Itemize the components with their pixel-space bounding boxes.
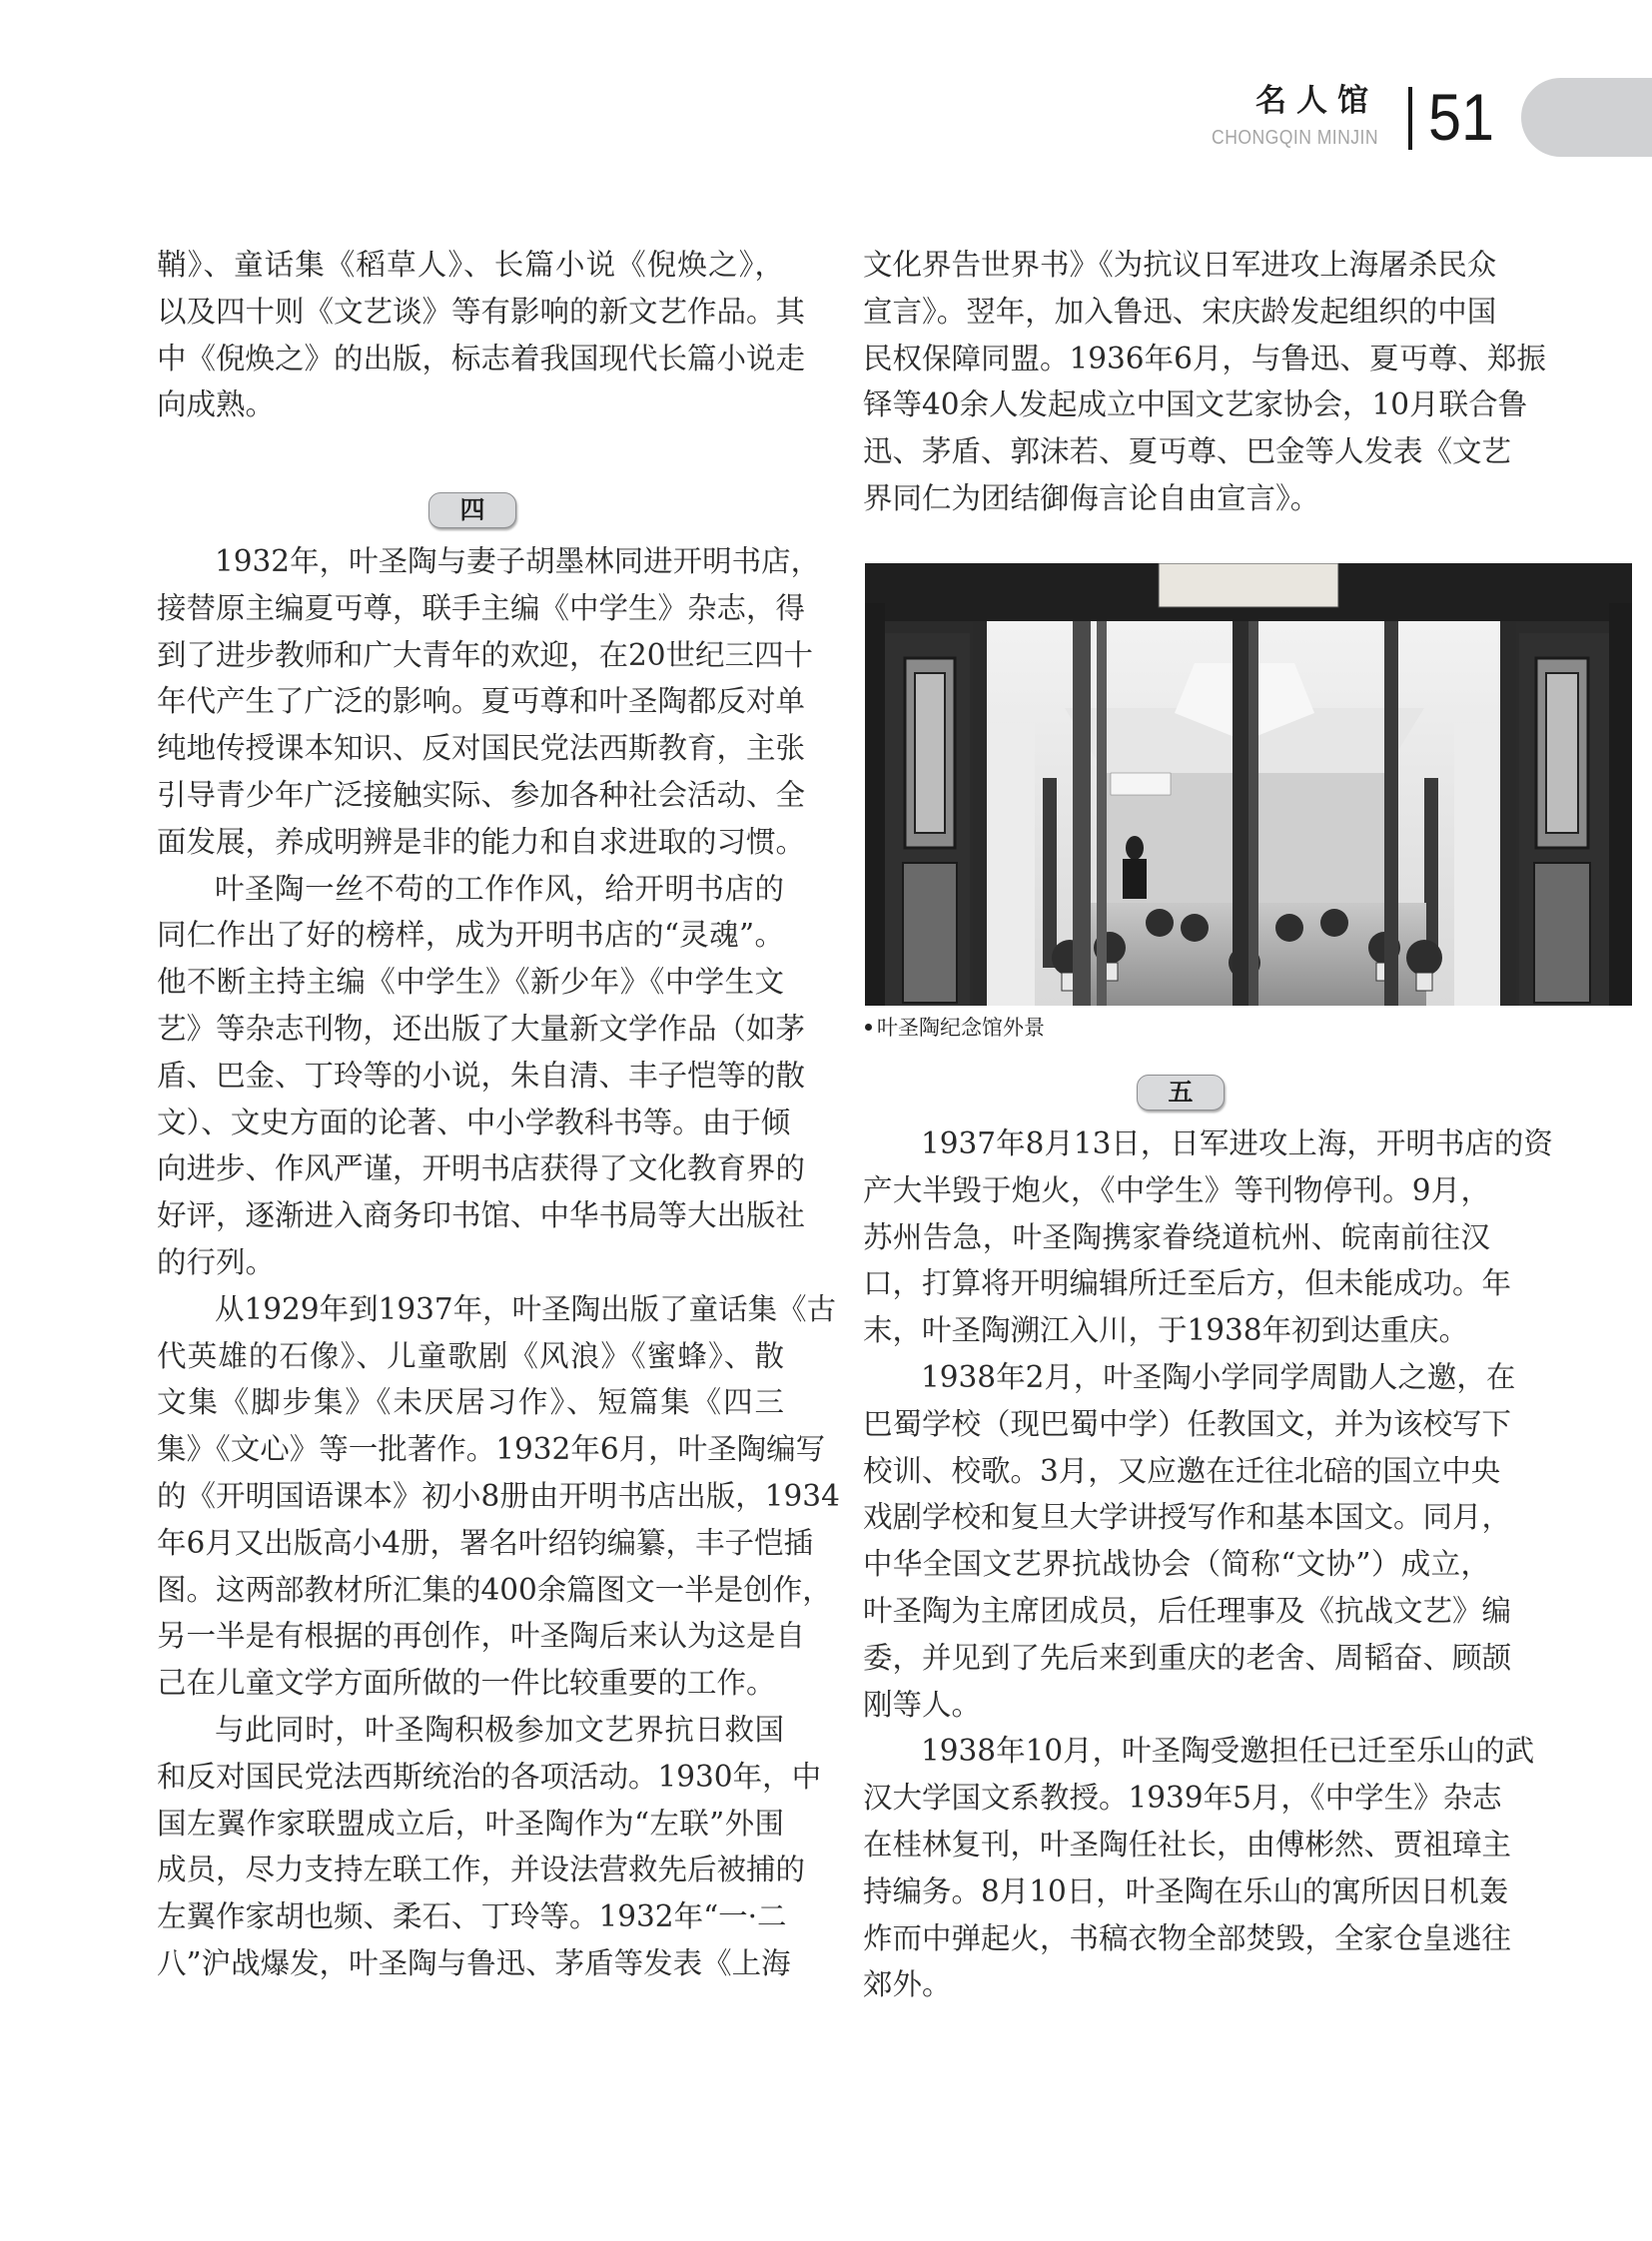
text-line: 鞘》、童话集《稻草人》、长篇小说《倪焕之》， [157, 248, 784, 282]
bullet-icon [865, 1024, 872, 1031]
section-title: 名人馆 [1255, 83, 1378, 119]
text-line: 1932年，叶圣陶与妻子胡墨林同进开明书店， [215, 544, 821, 578]
text-line: 另一半是有根据的再创作，叶圣陶后来认为这是自 [157, 1619, 806, 1654]
text-line: 年代产生了广泛的影响。夏丏尊和叶圣陶都反对单 [157, 684, 806, 719]
section-badge: 五 [1137, 1075, 1225, 1111]
text-line: 向进步、作风严谨，开明书店获得了文化教育界的 [157, 1151, 806, 1186]
text-line: 己在儿童文学方面所做的一件比较重要的工作。 [157, 1666, 776, 1701]
text-line: 引导青少年广泛接触实际、参加各种社会活动、全 [157, 777, 806, 812]
caption-text: 叶圣陶纪念馆外景 [877, 1016, 1045, 1040]
text-line: 在桂林复刊，叶圣陶任社长，由傅彬然、贾祖璋主 [863, 1827, 1512, 1862]
text-line: 代英雄的石像》、儿童歌剧《风浪》《蜜蜂》、散 [157, 1338, 784, 1373]
text-line: 从1929年到1937年，叶圣陶出版了童话集《古 [215, 1291, 837, 1326]
text-line: 刚等人。 [863, 1687, 982, 1722]
text-line: 民权保障同盟。1936年6月，与鲁迅、夏丏尊、郑振 [863, 341, 1546, 375]
text-line: 产大半毁于炮火，《中学生》等刊物停刊。9月， [863, 1172, 1490, 1207]
text-line: 艺》等杂志刊物，还出版了大量新文学作品（如茅 [157, 1011, 806, 1046]
text-line: 的《开明国语课本》初小8册由开明书店出版，1934 [157, 1478, 840, 1513]
text-line: 委，并见到了先后来到重庆的老舍、周韬奋、顾颉 [863, 1640, 1512, 1675]
text-line: 盾、巴金、丁玲等的小说，朱自清、丰子恺等的散 [157, 1058, 806, 1093]
right-column-continued [863, 1120, 1553, 2008]
text-line: 铎等40余人发起成立中国文艺家协会，10月联合鲁 [863, 387, 1528, 422]
text-block [863, 1120, 1553, 2008]
text-line: 叶圣陶为主席团成员，后任理事及《抗战文艺》编 [863, 1593, 1512, 1628]
text-line: 文化界告世界书》《为抗议日军进攻上海屠杀民众 [863, 248, 1497, 282]
text-line: 1938年10月，叶圣陶受邀担任已迁至乐山的武 [921, 1734, 1535, 1769]
text-line: 文）、文史方面的论著、中小学教科书等。由于倾 [157, 1105, 791, 1139]
text-line: 成员，尽力支持左联工作，并设法营救先后被捕的 [157, 1853, 806, 1887]
text-line: 接替原主编夏丏尊，联手主编《中学生》杂志，得 [157, 590, 806, 625]
text-block [863, 242, 1546, 522]
text-line: 校训、校歌。3月，又应邀在迁往北碚的国立中央 [863, 1453, 1501, 1488]
text-block [157, 242, 806, 428]
text-line: 到了进步教师和广大青年的欢迎，在20世纪三四十 [157, 637, 814, 672]
text-line: 纯地传授课本知识、反对国民党法西斯教育，主张 [157, 731, 806, 766]
text-line: 界同仁为团结御侮言论自由宣言》。 [863, 480, 1320, 515]
text-line: 以及四十则《文艺谈》等有影响的新文艺作品。其 [157, 294, 806, 329]
text-line: 文集《脚步集》《未厌居习作》、短篇集《四三 [157, 1385, 784, 1420]
text-line: 炸而中弹起火，书稿衣物全部焚毁，全家仓皇逃往 [863, 1920, 1512, 1955]
text-line: 1938年2月，叶圣陶小学同学周勖人之邀，在 [921, 1359, 1516, 1394]
text-line: 持编务。8月10日，叶圣陶在乐山的寓所因日机轰 [863, 1873, 1509, 1908]
text-line: 末，叶圣陶溯江入川，于1938年初到达重庆。 [863, 1313, 1469, 1348]
text-line: 好评，逐渐进入商务印书馆、中华书局等大出版社 [157, 1198, 806, 1233]
text-line: 同仁作出了好的榜样，成为开明书店的“灵魂”。 [157, 918, 784, 953]
right-column [863, 242, 1546, 522]
left-column-continued [157, 538, 840, 1987]
text-line: 国左翼作家联盟成立后，叶圣陶作为“左联”外围 [157, 1806, 784, 1841]
page-number: 51 [1428, 80, 1495, 154]
section-badge: 四 [428, 492, 516, 528]
text-line: 向成熟。 [157, 387, 276, 422]
text-line: 戏剧学校和复旦大学讲授写作和基本国文。同月， [863, 1500, 1512, 1535]
text-line: 中华全国文艺界抗战协会（简称“文协”）成立， [863, 1547, 1490, 1582]
text-line: 左翼作家胡也频、柔石、丁玲等。1932年“一·二 [157, 1899, 787, 1934]
text-block [157, 538, 840, 1987]
text-line: 迅、茅盾、郭沫若、夏丏尊、巴金等人发表《文艺 [863, 434, 1512, 469]
photo-caption [865, 1013, 1045, 1043]
text-line: 面发展，养成明辨是非的能力和自求进取的习惯。 [157, 824, 806, 859]
header-divider [1408, 87, 1412, 150]
text-line: 宣言》。翌年，加入鲁迅、宋庆龄发起组织的中国 [863, 294, 1497, 329]
text-line: 苏州告急，叶圣陶携家眷绕道杭州、皖南前往汉 [863, 1219, 1490, 1254]
text-line: 图。这两部教材所汇集的400余篇图文一半是创作， [157, 1572, 832, 1607]
memorial-hall-photo [865, 563, 1632, 1006]
left-column [157, 242, 806, 428]
text-line: 1937年8月13日，日军进攻上海，开明书店的资 [921, 1126, 1553, 1160]
text-line: 和反对国民党法西斯统治的各项活动。1930年，中 [157, 1759, 822, 1794]
page-tab [1521, 78, 1652, 157]
text-line: 的行列。 [157, 1244, 276, 1279]
text-line: 八”沪战爆发，叶圣陶与鲁迅、茅盾等发表《上海 [157, 1945, 791, 1980]
text-line: 巴蜀学校（现巴蜀中学）任教国文，并为该校写下 [863, 1406, 1512, 1441]
text-line: 口，打算将开明编辑所迁至后方，但未能成功。年 [863, 1266, 1512, 1301]
text-line: 郊外。 [863, 1967, 952, 2002]
text-line: 叶圣陶一丝不苟的工作作风，给开明书店的 [215, 871, 784, 906]
text-line: 与此同时，叶圣陶积极参加文艺界抗日救国 [215, 1712, 784, 1747]
photo-illustration [865, 563, 1632, 1006]
text-line: 汉大学国文系教授。1939年5月，《中学生》杂志 [863, 1781, 1502, 1816]
text-line: 年6月又出版高小4册，署名叶绍钧编纂，丰子恺插 [157, 1525, 814, 1560]
text-line: 中《倪焕之》的出版，标志着我国现代长篇小说走 [157, 341, 806, 375]
section-subtitle: CHONGQIN MINJIN [1212, 127, 1378, 149]
text-line: 集》《文心》等一批著作。1932年6月，叶圣陶编写 [157, 1432, 826, 1467]
text-line: 他不断主持主编《中学生》《新少年》《中学生文 [157, 965, 784, 1000]
